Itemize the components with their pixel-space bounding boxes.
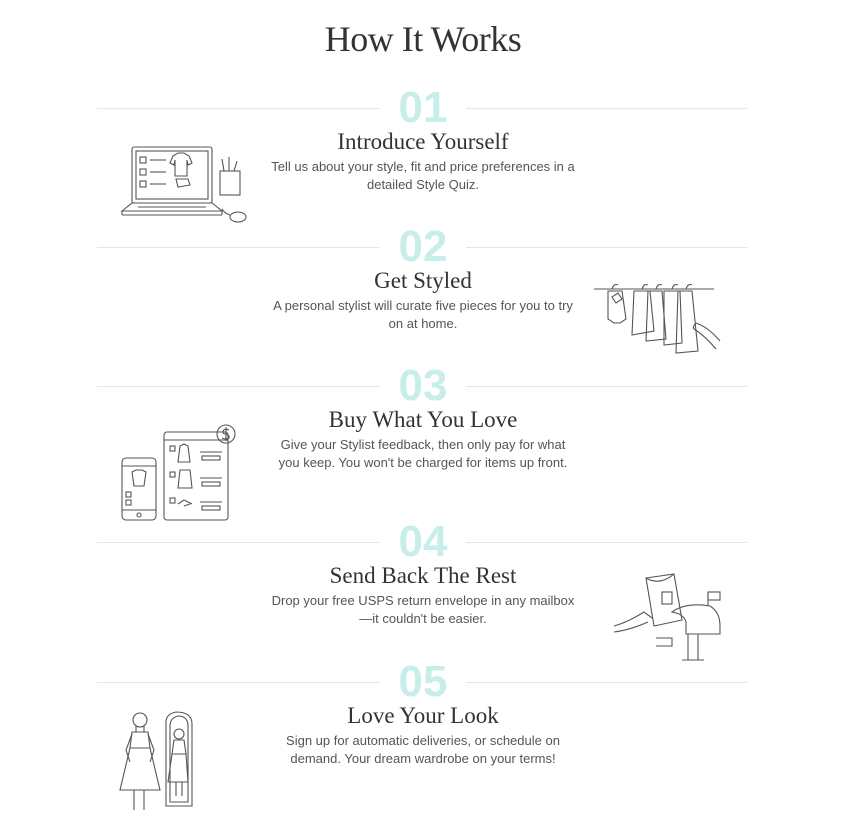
divider-right xyxy=(466,682,747,683)
step-number: 04 xyxy=(398,517,448,566)
mirror-dress-icon xyxy=(116,710,200,820)
step-2 xyxy=(0,222,846,367)
divider-right xyxy=(466,108,747,109)
step-heading: Love Your Look xyxy=(347,703,499,728)
mailbox-envelope-icon xyxy=(612,572,728,666)
step-3 xyxy=(0,361,846,506)
step-number: 05 xyxy=(398,657,448,706)
step-description: Drop your free USPS return envelope in any mailbox—it couldn't be easier. xyxy=(271,593,575,626)
divider-left xyxy=(97,386,380,387)
step-description: A personal stylist will curate five pieces for you to try on at home. xyxy=(273,298,573,331)
step-description: Tell us about your style, fit and price preferences in a detailed Style Quiz. xyxy=(271,159,575,192)
step-number: 03 xyxy=(398,361,448,410)
step-number: 02 xyxy=(398,222,448,271)
laptop-quiz-icon xyxy=(118,143,254,223)
step-1 xyxy=(0,83,846,228)
step-description: Give your Stylist feedback, then only pay for what you keep. You won't be charged for items up front. xyxy=(278,437,568,470)
divider-right xyxy=(466,247,747,248)
step-heading: Get Styled xyxy=(374,268,472,293)
divider-left xyxy=(97,247,380,248)
step-5 xyxy=(0,657,846,802)
step-number: 01 xyxy=(398,83,448,132)
step-description: Sign up for automatic deliveries, or schedule on demand. Your dream wardrobe on your terms! xyxy=(286,733,560,766)
phone-tablet-checkout-icon xyxy=(118,424,242,524)
step-heading: Introduce Yourself xyxy=(337,129,509,154)
step-4 xyxy=(0,517,846,662)
step-heading: Send Back The Rest xyxy=(329,563,517,588)
page-title: How It Works xyxy=(324,19,522,59)
step-heading: Buy What You Love xyxy=(328,407,518,432)
divider-left xyxy=(97,108,380,109)
divider-right xyxy=(466,542,747,543)
divider-left xyxy=(97,682,380,683)
divider-right xyxy=(466,386,747,387)
clothes-rack-icon xyxy=(592,279,724,369)
divider-left xyxy=(97,542,380,543)
